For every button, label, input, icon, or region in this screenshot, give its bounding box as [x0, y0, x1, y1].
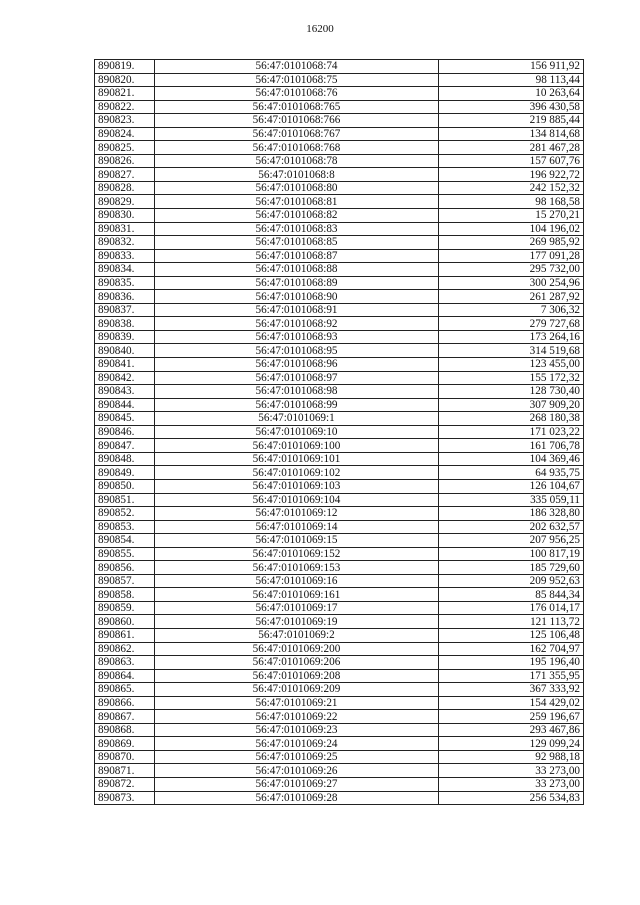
cadastral-number-cell: 56:47:0101068:768 — [155, 141, 439, 155]
row-number-cell: 890871. — [95, 764, 155, 778]
cadastral-number-cell: 56:47:0101068:87 — [155, 249, 439, 263]
row-number-cell: 890852. — [95, 507, 155, 521]
row-number-cell: 890823. — [95, 114, 155, 128]
row-number-cell: 890855. — [95, 547, 155, 561]
table-row — [95, 561, 584, 575]
row-number-cell: 890836. — [95, 290, 155, 304]
value-cell: 10 263,64 — [439, 87, 584, 101]
cadastral-number-cell: 56:47:0101069:2 — [155, 628, 439, 642]
value-cell: 293 467,86 — [439, 723, 584, 737]
value-cell: 256 534,83 — [439, 791, 584, 805]
table-row — [95, 236, 584, 250]
row-number-cell: 890837. — [95, 303, 155, 317]
row-number-cell: 890862. — [95, 642, 155, 656]
row-number-cell: 890824. — [95, 127, 155, 141]
value-cell: 33 273,00 — [439, 764, 584, 778]
row-number-cell: 890840. — [95, 344, 155, 358]
value-cell: 100 817,19 — [439, 547, 584, 561]
cadastral-number-cell: 56:47:0101069:153 — [155, 561, 439, 575]
table-row — [95, 696, 584, 710]
table-row — [95, 683, 584, 697]
cadastral-number-cell: 56:47:0101068:76 — [155, 87, 439, 101]
cadastral-number-cell: 56:47:0101068:767 — [155, 127, 439, 141]
row-number-cell: 890831. — [95, 222, 155, 236]
table-row — [95, 330, 584, 344]
row-number-cell: 890872. — [95, 777, 155, 791]
row-number-cell: 890857. — [95, 574, 155, 588]
value-cell: 104 369,46 — [439, 452, 584, 466]
cadastral-number-cell: 56:47:0101068:90 — [155, 290, 439, 304]
row-number-cell: 890858. — [95, 588, 155, 602]
table-row — [95, 723, 584, 737]
value-cell: 259 196,67 — [439, 710, 584, 724]
value-cell: 128 730,40 — [439, 385, 584, 399]
row-number-cell: 890832. — [95, 236, 155, 250]
cadastral-value-table — [94, 59, 584, 805]
table-row — [95, 303, 584, 317]
table-row — [95, 60, 584, 74]
table-row — [95, 601, 584, 615]
value-cell: 154 429,02 — [439, 696, 584, 710]
value-cell: 98 113,44 — [439, 73, 584, 87]
row-number-cell: 890822. — [95, 100, 155, 114]
value-cell: 156 911,92 — [439, 60, 584, 74]
row-number-cell: 890825. — [95, 141, 155, 155]
value-cell: 281 467,28 — [439, 141, 584, 155]
table-row — [95, 87, 584, 101]
row-number-cell: 890838. — [95, 317, 155, 331]
row-number-cell: 890835. — [95, 276, 155, 290]
value-cell: 92 988,18 — [439, 750, 584, 764]
cadastral-number-cell: 56:47:0101068:74 — [155, 60, 439, 74]
value-cell: 196 922,72 — [439, 168, 584, 182]
value-cell: 300 254,96 — [439, 276, 584, 290]
value-cell: 33 273,00 — [439, 777, 584, 791]
value-cell: 121 113,72 — [439, 615, 584, 629]
table-row — [95, 791, 584, 805]
table-row — [95, 317, 584, 331]
cadastral-number-cell: 56:47:0101069:102 — [155, 466, 439, 480]
table-row — [95, 209, 584, 223]
value-cell: 177 091,28 — [439, 249, 584, 263]
value-cell: 186 328,80 — [439, 507, 584, 521]
table-row — [95, 574, 584, 588]
value-cell: 242 152,32 — [439, 181, 584, 195]
value-cell: 123 455,00 — [439, 358, 584, 372]
cadastral-number-cell: 56:47:0101069:208 — [155, 669, 439, 683]
table-row — [95, 73, 584, 87]
cadastral-number-cell: 56:47:0101069:206 — [155, 656, 439, 670]
cadastral-number-cell: 56:47:0101068:81 — [155, 195, 439, 209]
page-number: 16200 — [306, 23, 334, 35]
table-row — [95, 452, 584, 466]
value-cell: 367 333,92 — [439, 683, 584, 697]
row-number-cell: 890856. — [95, 561, 155, 575]
table-row — [95, 141, 584, 155]
table-row — [95, 764, 584, 778]
value-cell: 129 099,24 — [439, 737, 584, 751]
cadastral-number-cell: 56:47:0101069:15 — [155, 534, 439, 548]
row-number-cell: 890861. — [95, 628, 155, 642]
cadastral-number-cell: 56:47:0101068:98 — [155, 385, 439, 399]
cadastral-number-cell: 56:47:0101068:82 — [155, 209, 439, 223]
row-number-cell: 890870. — [95, 750, 155, 764]
value-cell: 314 519,68 — [439, 344, 584, 358]
row-number-cell: 890828. — [95, 181, 155, 195]
table-row — [95, 168, 584, 182]
cadastral-number-cell: 56:47:0101068:99 — [155, 398, 439, 412]
cadastral-number-cell: 56:47:0101069:25 — [155, 750, 439, 764]
table-row — [95, 358, 584, 372]
table-row — [95, 534, 584, 548]
cadastral-number-cell: 56:47:0101068:85 — [155, 236, 439, 250]
table-row — [95, 669, 584, 683]
table-row — [95, 628, 584, 642]
cadastral-number-cell: 56:47:0101069:28 — [155, 791, 439, 805]
table-row — [95, 344, 584, 358]
table-row — [95, 114, 584, 128]
table-row — [95, 398, 584, 412]
value-cell: 161 706,78 — [439, 439, 584, 453]
cadastral-number-cell: 56:47:0101068:765 — [155, 100, 439, 114]
table-row — [95, 249, 584, 263]
cadastral-number-cell: 56:47:0101069:17 — [155, 601, 439, 615]
cadastral-number-cell: 56:47:0101068:93 — [155, 330, 439, 344]
table-row — [95, 493, 584, 507]
row-number-cell: 890866. — [95, 696, 155, 710]
cadastral-number-cell: 56:47:0101068:97 — [155, 371, 439, 385]
row-number-cell: 890827. — [95, 168, 155, 182]
table-row — [95, 439, 584, 453]
value-cell: 335 059,11 — [439, 493, 584, 507]
table-row — [95, 737, 584, 751]
table-row — [95, 290, 584, 304]
value-cell: 104 196,02 — [439, 222, 584, 236]
row-number-cell: 890834. — [95, 263, 155, 277]
row-number-cell: 890873. — [95, 791, 155, 805]
value-cell: 269 985,92 — [439, 236, 584, 250]
value-cell: 98 168,58 — [439, 195, 584, 209]
cadastral-number-cell: 56:47:0101068:91 — [155, 303, 439, 317]
value-cell: 295 732,00 — [439, 263, 584, 277]
cadastral-number-cell: 56:47:0101069:209 — [155, 683, 439, 697]
value-cell: 171 023,22 — [439, 425, 584, 439]
row-number-cell: 890864. — [95, 669, 155, 683]
table-row — [95, 466, 584, 480]
value-cell: 134 814,68 — [439, 127, 584, 141]
cadastral-number-cell: 56:47:0101069:23 — [155, 723, 439, 737]
value-cell: 279 727,68 — [439, 317, 584, 331]
cadastral-number-cell: 56:47:0101069:101 — [155, 452, 439, 466]
cadastral-number-cell: 56:47:0101069:26 — [155, 764, 439, 778]
cadastral-number-cell: 56:47:0101069:1 — [155, 412, 439, 426]
cadastral-number-cell: 56:47:0101069:12 — [155, 507, 439, 521]
row-number-cell: 890830. — [95, 209, 155, 223]
row-number-cell: 890845. — [95, 412, 155, 426]
row-number-cell: 890854. — [95, 534, 155, 548]
cadastral-number-cell: 56:47:0101069:24 — [155, 737, 439, 751]
cadastral-number-cell: 56:47:0101069:27 — [155, 777, 439, 791]
table-row — [95, 154, 584, 168]
table-row — [95, 479, 584, 493]
value-cell: 171 355,95 — [439, 669, 584, 683]
cadastral-number-cell: 56:47:0101068:96 — [155, 358, 439, 372]
value-cell: 396 430,58 — [439, 100, 584, 114]
row-number-cell: 890829. — [95, 195, 155, 209]
cadastral-number-cell: 56:47:0101069:10 — [155, 425, 439, 439]
row-number-cell: 890867. — [95, 710, 155, 724]
table-row — [95, 520, 584, 534]
cadastral-number-cell: 56:47:0101068:766 — [155, 114, 439, 128]
table-row — [95, 615, 584, 629]
value-cell: 15 270,21 — [439, 209, 584, 223]
row-number-cell: 890851. — [95, 493, 155, 507]
row-number-cell: 890847. — [95, 439, 155, 453]
cadastral-number-cell: 56:47:0101068:75 — [155, 73, 439, 87]
cadastral-number-cell: 56:47:0101069:152 — [155, 547, 439, 561]
row-number-cell: 890868. — [95, 723, 155, 737]
row-number-cell: 890865. — [95, 683, 155, 697]
row-number-cell: 890850. — [95, 479, 155, 493]
table-row — [95, 750, 584, 764]
value-cell: 157 607,76 — [439, 154, 584, 168]
table-row — [95, 222, 584, 236]
value-cell: 173 264,16 — [439, 330, 584, 344]
value-cell: 162 704,97 — [439, 642, 584, 656]
value-cell: 268 180,38 — [439, 412, 584, 426]
row-number-cell: 890826. — [95, 154, 155, 168]
cadastral-number-cell: 56:47:0101069:19 — [155, 615, 439, 629]
cadastral-number-cell: 56:47:0101068:8 — [155, 168, 439, 182]
row-number-cell: 890846. — [95, 425, 155, 439]
row-number-cell: 890853. — [95, 520, 155, 534]
table-row — [95, 371, 584, 385]
table-row — [95, 656, 584, 670]
value-cell: 307 909,20 — [439, 398, 584, 412]
table-row — [95, 412, 584, 426]
row-number-cell: 890820. — [95, 73, 155, 87]
cadastral-number-cell: 56:47:0101069:104 — [155, 493, 439, 507]
row-number-cell: 890860. — [95, 615, 155, 629]
value-cell: 207 956,25 — [439, 534, 584, 548]
row-number-cell: 890819. — [95, 60, 155, 74]
value-cell: 209 952,63 — [439, 574, 584, 588]
value-cell: 7 306,32 — [439, 303, 584, 317]
row-number-cell: 890849. — [95, 466, 155, 480]
value-cell: 126 104,67 — [439, 479, 584, 493]
cadastral-number-cell: 56:47:0101068:95 — [155, 344, 439, 358]
table-row — [95, 127, 584, 141]
cadastral-number-cell: 56:47:0101068:78 — [155, 154, 439, 168]
cadastral-number-cell: 56:47:0101069:22 — [155, 710, 439, 724]
value-cell: 64 935,75 — [439, 466, 584, 480]
row-number-cell: 890859. — [95, 601, 155, 615]
row-number-cell: 890821. — [95, 87, 155, 101]
table-body — [95, 60, 584, 805]
row-number-cell: 890841. — [95, 358, 155, 372]
table-row — [95, 195, 584, 209]
row-number-cell: 890863. — [95, 656, 155, 670]
value-cell: 176 014,17 — [439, 601, 584, 615]
cadastral-number-cell: 56:47:0101068:89 — [155, 276, 439, 290]
cadastral-number-cell: 56:47:0101069:200 — [155, 642, 439, 656]
cadastral-number-cell: 56:47:0101068:88 — [155, 263, 439, 277]
cadastral-number-cell: 56:47:0101069:14 — [155, 520, 439, 534]
value-cell: 202 632,57 — [439, 520, 584, 534]
cadastral-number-cell: 56:47:0101069:21 — [155, 696, 439, 710]
value-cell: 125 106,48 — [439, 628, 584, 642]
table-row — [95, 777, 584, 791]
cadastral-number-cell: 56:47:0101069:103 — [155, 479, 439, 493]
value-cell: 219 885,44 — [439, 114, 584, 128]
table-row — [95, 507, 584, 521]
row-number-cell: 890833. — [95, 249, 155, 263]
table-row — [95, 276, 584, 290]
value-cell: 195 196,40 — [439, 656, 584, 670]
row-number-cell: 890869. — [95, 737, 155, 751]
value-cell: 261 287,92 — [439, 290, 584, 304]
row-number-cell: 890839. — [95, 330, 155, 344]
row-number-cell: 890843. — [95, 385, 155, 399]
table-row — [95, 385, 584, 399]
cadastral-number-cell: 56:47:0101068:92 — [155, 317, 439, 331]
table-row — [95, 710, 584, 724]
row-number-cell: 890842. — [95, 371, 155, 385]
table-row — [95, 263, 584, 277]
table-row — [95, 547, 584, 561]
cadastral-number-cell: 56:47:0101068:80 — [155, 181, 439, 195]
cadastral-number-cell: 56:47:0101069:16 — [155, 574, 439, 588]
table-row — [95, 588, 584, 602]
cadastral-number-cell: 56:47:0101069:100 — [155, 439, 439, 453]
table-row — [95, 642, 584, 656]
row-number-cell: 890844. — [95, 398, 155, 412]
table-row — [95, 181, 584, 195]
table-row — [95, 425, 584, 439]
value-cell: 85 844,34 — [439, 588, 584, 602]
row-number-cell: 890848. — [95, 452, 155, 466]
cadastral-number-cell: 56:47:0101068:83 — [155, 222, 439, 236]
value-cell: 185 729,60 — [439, 561, 584, 575]
table-row — [95, 100, 584, 114]
cadastral-number-cell: 56:47:0101069:161 — [155, 588, 439, 602]
value-cell: 155 172,32 — [439, 371, 584, 385]
